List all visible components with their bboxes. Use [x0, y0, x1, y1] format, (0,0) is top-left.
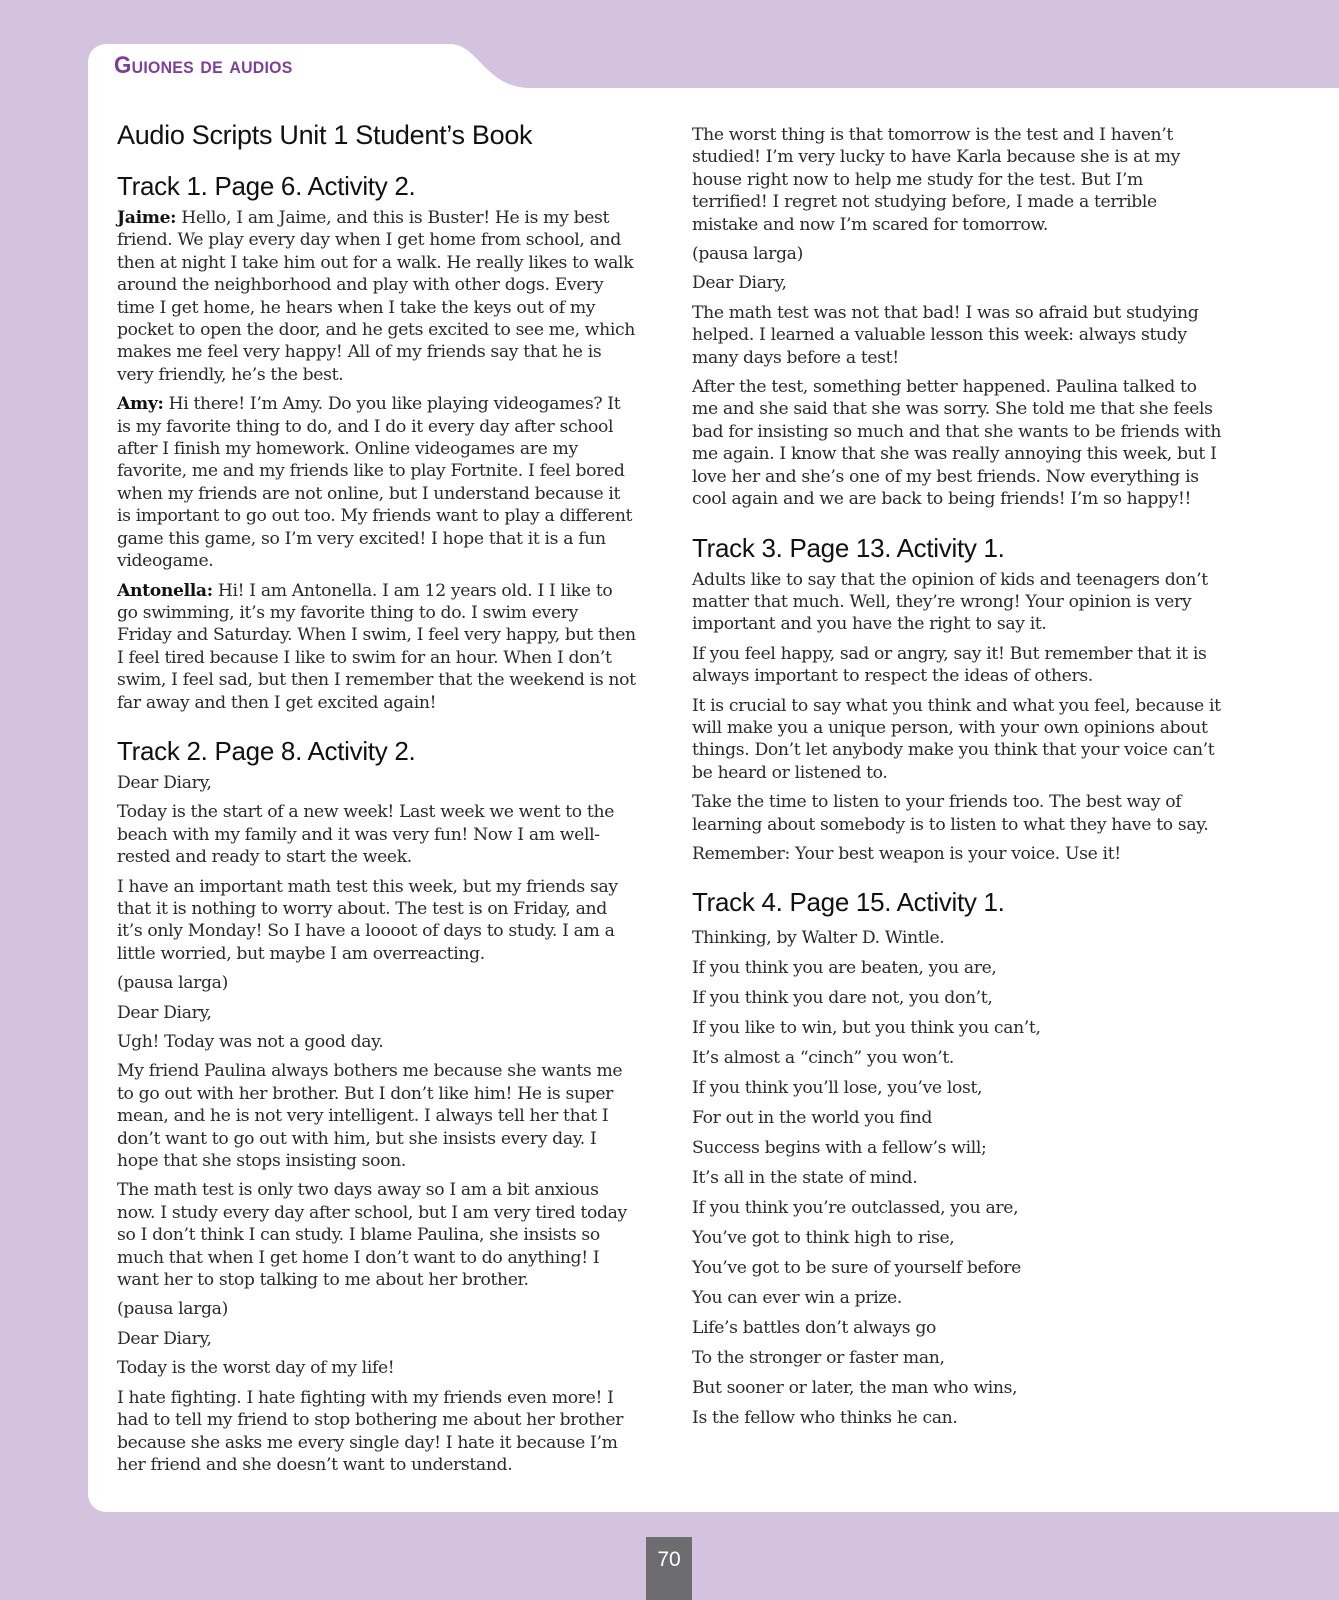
- speaker-name: Amy:: [117, 394, 164, 415]
- track3-paragraph: It is crucial to say what you think and what you feel, because it will make you a unique person, with your own opinions about things. Don’t let anybody make you think that your voice can’t be heard or listened to.: [692, 695, 1221, 783]
- track2-paragraph: Dear Diary,: [692, 273, 787, 294]
- poem-line: If you think you are beaten, you are,: [692, 958, 997, 979]
- track2-paragraph: Dear Diary,: [117, 772, 212, 793]
- track2-paragraph: My friend Paulina always bothers me because she wants me to go out with her brother. But I don’t like him! He is super mean, and he is not very intelligent. I always tell her that I don’t want to go out with him, but she insists every day. I hope that she stops insisting soon.: [117, 1061, 623, 1172]
- track3-heading: Track 3. Page 13. Activity 1.: [692, 532, 1005, 563]
- track2-paragraph: The worst thing is that tomorrow is the test and I haven’t studied! I’m very lucky to have Karla because she is at my house right now to help me study for the test. But I’m terrified! I regret not studying before, I made a terrible mistake and now I’m scared for tomorrow.: [692, 125, 1180, 235]
- track2-paragraph: (pausa larga): [117, 973, 228, 994]
- track2-paragraph: After the test, something better happened. Paulina talked to me and she said that she was sorry. She told me that she feels bad for insisting so much and that she wants to be friends with me again. I know that she was really annoying this week, but I love her and she’s one of my best friends. Now everything is cool again and we are back to being friends! I’m so happy!!: [692, 377, 1222, 510]
- poem-line: If you like to win, but you think you can’t,: [692, 1018, 1041, 1039]
- track4-heading: Track 4. Page 15. Activity 1.: [692, 887, 1005, 918]
- page-number: 70: [646, 1537, 692, 1600]
- track1-section: [117, 171, 637, 714]
- unit-title: Audio Scripts Unit 1 Student’s Book: [117, 120, 533, 150]
- poem-line: Is the fellow who thinks he can.: [692, 1408, 958, 1429]
- track2-paragraph: (pausa larga): [692, 244, 803, 265]
- track2-paragraph: I have an important math test this week, but my friends say that it is nothing to worry about. The test is on Friday, and it’s only Monday! So I have a loooot of days to study. I am a little worried, but maybe I am overreacting.: [117, 876, 618, 964]
- track2-paragraph: (pausa larga): [117, 1299, 228, 1320]
- track1-heading: Track 1. Page 6. Activity 2.: [117, 171, 416, 201]
- track2-paragraph: The math test was not that bad! I was so afraid but studying helped. I learned a valuable lesson this week: always study many days before a test!: [692, 302, 1199, 368]
- poem-line: You can ever win a prize.: [692, 1288, 902, 1309]
- right-column: [692, 124, 1222, 1455]
- track2-paragraph: Today is the start of a new week! Last week we went to the beach with my family and it was very fun! Now I am well-rested and ready to start the week.: [117, 802, 615, 868]
- track2-heading: Track 2. Page 8. Activity 2.: [117, 735, 416, 766]
- poem-line: To the stronger or faster man,: [692, 1348, 945, 1369]
- speech-text: Hi there! I’m Amy. Do you like playing videogames? It is my favorite thing to do, and I do it every day after school after I finish my homework. Online videogames are my favorite, me and my friends like to play Fortnite. I feel bored when my friends are not online, but I understand because it is important to go out too. My friends want to play a different game this game, so I’m very excited! I hope that it is a fun videogame.: [117, 394, 633, 572]
- track2-paragraph: Dear Diary,: [117, 1002, 212, 1023]
- track3-section: [692, 533, 1222, 866]
- track4-section: [692, 887, 1222, 1433]
- track2-paragraph: Ugh! Today was not a good day.: [117, 1032, 384, 1052]
- track3-paragraph: Remember: Your best weapon is your voice. Use it!: [692, 843, 1121, 864]
- poem-line: Life’s battles don’t always go: [692, 1318, 937, 1339]
- left-column: [117, 120, 637, 1498]
- track3-paragraph: Take the time to listen to your friends too. The best way of learning about somebody is to listen to what they have to say.: [692, 792, 1209, 835]
- section-header-title: Guiones de audios: [114, 52, 293, 79]
- poem-line: If you think you dare not, you don’t,: [692, 988, 993, 1009]
- poem-line: You’ve got to be sure of yourself before: [692, 1258, 1021, 1279]
- poem-line: Success begins with a fellow’s will;: [692, 1138, 987, 1159]
- poem-line: But sooner or later, the man who wins,: [692, 1378, 1018, 1399]
- speaker-name: Antonella:: [117, 580, 213, 601]
- poem-line: If you think you’ll lose, you’ve lost,: [692, 1078, 983, 1099]
- track2-section: [117, 736, 637, 1476]
- poem-line: For out in the world you find: [692, 1108, 933, 1129]
- poem-line: It’s almost a “cinch” you won’t.: [692, 1048, 955, 1069]
- track2-paragraph: The math test is only two days away so I am a bit anxious now. I study every day after school, but I am very tired today so I don’t think I can study. I blame Paulina, she insists so much that when I get home I don’t want to do anything! I want her to stop talking to me about her brother.: [117, 1180, 627, 1291]
- speaker-name: Jaime:: [117, 208, 177, 228]
- poem-line: Thinking, by Walter D. Wintle.: [692, 928, 945, 949]
- track3-paragraph: If you feel happy, sad or angry, say it! But remember that it is always important to respect the ideas of others.: [692, 643, 1207, 687]
- track3-paragraph: Adults like to say that the opinion of kids and teenagers don’t matter that much. Well, they’re wrong! Your opinion is very important and you have the right to say it.: [692, 569, 1208, 635]
- poem-line: You’ve got to think high to rise,: [692, 1228, 955, 1249]
- track1-paragraph: [117, 393, 637, 572]
- speech-text: Hi! I am Antonella. I am 12 years old. I I like to go swimming, it’s my favorite thing to do. I swim every Friday and Saturday. When I swim, I feel very happy, but then I feel tired because I like to swim for an hour. When I don’t swim, I feel sad, but then I remember that the weekend is not far away and then I get excited again!: [117, 580, 636, 713]
- track1-paragraph: [117, 580, 637, 714]
- speech-text: Hello, I am Jaime, and this is Buster! He is my best friend. We play every day when I get home from school, and then at night I take him out for a walk. He really likes to walk around the neighborhood and play with other dogs. Every time I get home, he hears when I take the keys out of my pocket to open the door, and he gets excited to see me, which makes me feel very happy! All of my friends say that he is very friendly, he’s the best.: [117, 208, 636, 385]
- track2-paragraph: Today is the worst day of my life!: [117, 1358, 395, 1379]
- poem-line: It’s all in the state of mind.: [692, 1168, 918, 1189]
- track2-paragraph: I hate fighting. I hate fighting with my friends even more! I had to tell my friend to stop bothering me about her brother because she asks me every single day! I hate it because I’m her friend and she doesn’t want to understand.: [117, 1387, 624, 1475]
- header-tab-curve: [430, 44, 530, 88]
- track2-paragraph: Dear Diary,: [117, 1328, 212, 1349]
- track2-continued: [692, 124, 1222, 511]
- poem-line: If you think you’re outclassed, you are,: [692, 1198, 1019, 1219]
- track1-paragraph: [117, 207, 637, 386]
